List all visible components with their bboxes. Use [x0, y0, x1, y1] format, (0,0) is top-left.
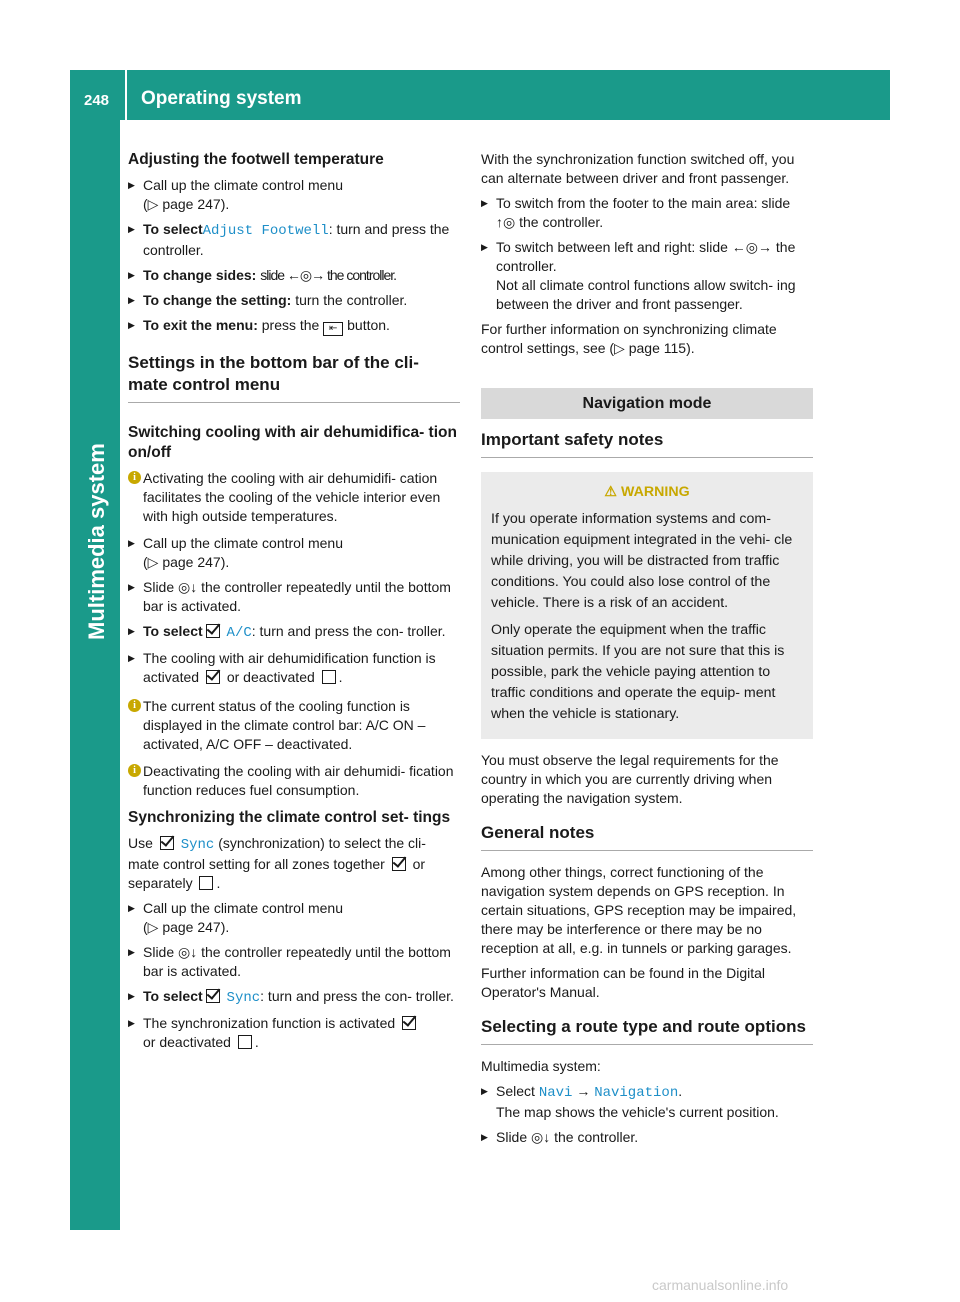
sync-off-text: With the synchronization function switched off, you can alternate between driver and front passenger.	[481, 151, 795, 186]
menu-item-navigation: Navigation	[594, 1085, 679, 1101]
warning-text: Only operate the equipment when the traffic situation permits. If you are not sure that this is possible, park the vehicle paying attention to traffic conditions and operate the equip- ment when the vehicle is stationary.	[491, 622, 785, 722]
sync-intro: Use Sync (synchronization) to select the cli- mate control setting for all zones together or separately .	[128, 835, 426, 891]
cooling-step: ▶ To select A/C: turn and press the con- troller.	[128, 622, 460, 643]
checkbox-checked-icon	[206, 989, 220, 1003]
route-step: ▶ Slide ◎↓ the controller.	[481, 1128, 813, 1147]
footwell-step: ▶ To selectAdjust Footwell: turn and press the controller.	[128, 220, 460, 260]
menu-item-sync: Sync	[226, 990, 261, 1006]
route-step: ▶ Select Navi → Navigation. The map shows the vehicle's current position.	[481, 1082, 813, 1122]
section-label	[84, 610, 110, 640]
general-text: Among other things, correct functioning of the navigation system depends on GPS reception. In certain situations, GPS reception may be impaired, there may be interference or there may be no reception at all, e.g. in tunnels or parking garages.	[481, 864, 797, 956]
sync-step: ▶ The synchronization function is activated or deactivated .	[128, 1014, 460, 1052]
bottombar-heading: Settings in the bottom bar of the cli- mate control menu	[128, 353, 419, 394]
menu-item-ac: A/C	[226, 625, 252, 641]
info-note: i Deactivating the cooling with air dehumidi- fication function reduces fuel consumption.	[128, 762, 460, 800]
switch-step: ▶ To switch from the footer to the main area: slide ↑◎ the controller.	[481, 194, 813, 232]
section-sidebar	[70, 120, 120, 1230]
sync-step: ▶ Call up the climate control menu (▷ page 247).	[128, 899, 460, 937]
page-title: Operating system	[141, 88, 302, 109]
warning-triangle-icon: ⚠	[604, 484, 618, 500]
general-text: Further information can be found in the Digital Operator's Manual.	[481, 965, 766, 1000]
cooling-heading: Switching cooling with air dehumidifica- tion on/off	[128, 424, 457, 461]
checkbox-checked-icon	[160, 836, 174, 850]
sync-step: ▶ To select Sync: turn and press the con- troller.	[128, 987, 460, 1008]
watermark: carmanualsonline.info	[652, 1277, 789, 1293]
info-icon: i	[128, 471, 141, 484]
sync-step: ▶ Slide ◎↓ the controller repeatedly until the bottom bar is activated.	[128, 943, 460, 981]
checkbox-empty-icon	[322, 670, 336, 684]
footwell-step: ▶ To change the setting: turn the controller.	[128, 291, 460, 310]
info-icon: i	[128, 699, 141, 712]
footwell-heading: Adjusting the footwell temperature	[128, 151, 384, 168]
info-note: i Activating the cooling with air dehumidifi- cation facilitates the cooling of the vehicle interior even with high outside temperatures.	[128, 469, 460, 526]
info-icon: i	[128, 764, 141, 777]
sync-heading: Synchronizing the climate control set- tings	[128, 809, 451, 826]
nav-mode-bar: Navigation mode	[481, 388, 813, 419]
left-column	[128, 150, 460, 1058]
warning-text: If you operate information systems and com- munication equipment integrated in the vehi- cle while driving, you will be distracted from traffic conditions. You could also lose control of the vehicle. There is a risk of an accident.	[491, 511, 793, 611]
further-info: For further information on synchronizing climate control settings, see (▷ page 115).	[481, 321, 777, 356]
checkbox-checked-icon	[392, 857, 406, 871]
warning-box	[481, 472, 813, 739]
legal-text: You must observe the legal requirements for the country in which you are currently driving when operating the navigation system.	[481, 752, 779, 806]
menu-item-sync: Sync	[180, 837, 215, 853]
checkbox-checked-icon	[402, 1016, 416, 1030]
checkbox-empty-icon	[238, 1035, 252, 1049]
menu-item-navi: Navi	[538, 1085, 573, 1101]
cooling-step: ▶ Call up the climate control menu (▷ page 247).	[128, 534, 460, 572]
footwell-step: ▶ Call up the climate control menu (▷ page 247).	[128, 176, 460, 214]
warning-title: ⚠ WARNING	[604, 484, 690, 500]
switch-step: ▶ To switch between left and right: slide ←◎→ the controller. Not all climate control functions allow switch- ing between the driver and front passenger.	[481, 238, 813, 314]
checkbox-checked-icon	[206, 624, 220, 638]
info-note: i The current status of the cooling function is displayed in the climate control bar: A/C ON – activated, A/C OFF – deactivated.	[128, 697, 460, 754]
back-icon: ⇤	[323, 322, 343, 336]
header-divider	[125, 70, 127, 120]
checkbox-empty-icon	[199, 876, 213, 890]
route-heading: Selecting a route type and route options	[481, 1017, 806, 1036]
general-heading: General notes	[481, 823, 595, 842]
multimedia-system-label: Multimedia system:	[481, 1058, 601, 1074]
cooling-step: ▶ Slide ◎↓ the controller repeatedly until the bottom bar is activated.	[128, 578, 460, 616]
cooling-step: ▶ The cooling with air dehumidification function is activated or deactivated .	[128, 649, 460, 687]
checkbox-checked-icon	[206, 670, 220, 684]
right-column	[481, 150, 813, 1153]
footwell-step: ▶ To exit the menu: press the ⇤ button.	[128, 316, 460, 336]
safety-heading: Important safety notes	[481, 430, 664, 449]
menu-item-adjust-footwell: Adjust Footwell	[202, 223, 329, 239]
footwell-step: ▶ To change sides: slide ←◎→ the controller.	[128, 266, 460, 285]
page-number: 248	[84, 92, 110, 109]
